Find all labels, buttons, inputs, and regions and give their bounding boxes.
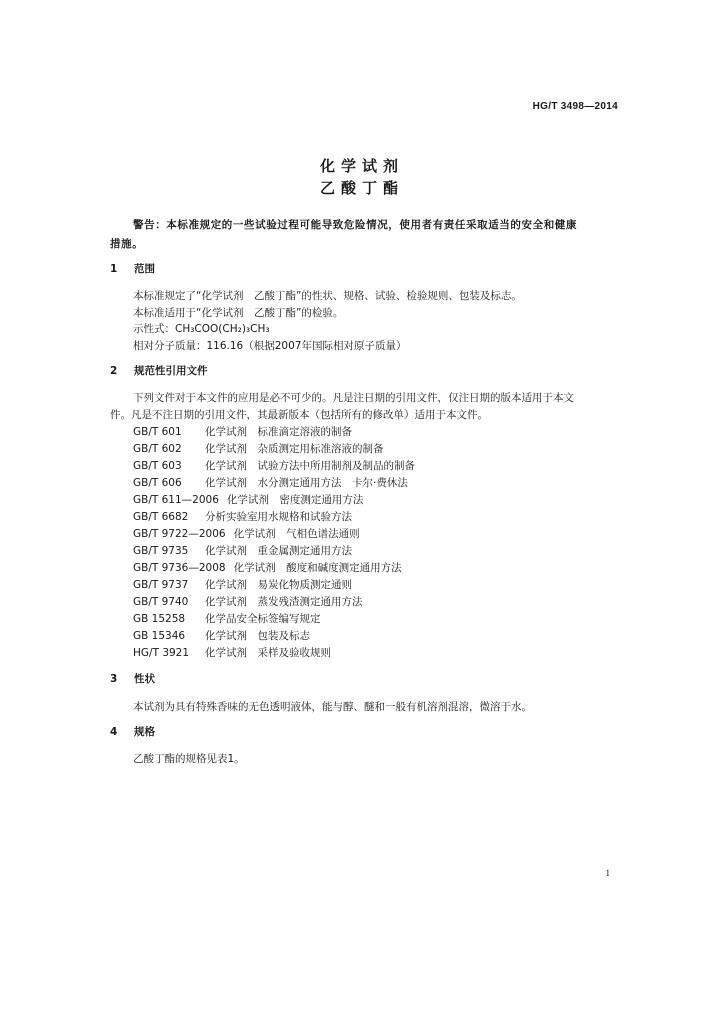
section-1-title: 范围 — [134, 263, 155, 275]
section-2-number: 2 — [110, 365, 118, 377]
reference-title: 化学试剂 采样及验收规则 — [205, 647, 331, 659]
section-2-heading — [110, 364, 208, 378]
section-1-para-4: 相对分子质量：116.16（根据2007年国际相对原子质量） — [133, 340, 407, 352]
section-3-number: 3 — [110, 673, 118, 685]
reference-title: 化学试剂 重金属测定通用方法 — [205, 545, 352, 557]
section-3-heading — [110, 672, 155, 686]
title-line-1: 化学试剂 — [319, 157, 404, 175]
reference-code: GB/T 602 — [133, 443, 182, 455]
reference-code: GB/T 6682 — [133, 511, 189, 523]
page-number: 1 — [605, 868, 610, 878]
section-1-para-3: 示性式：CH₃COO(CH₂)₃CH₃ — [133, 323, 270, 335]
reference-code: GB/T 9740 — [133, 596, 189, 608]
section-1-para-2: 本标准适用于“化学试剂 乙酸丁酯”的检验。 — [133, 307, 344, 319]
reference-code: GB/T 9736—2008 — [133, 562, 226, 574]
reference-item — [133, 561, 402, 575]
section-1-heading — [110, 262, 155, 276]
section-3-para-1: 本试剂为具有特殊香味的无色透明液体，能与醇、醚和一般有机溶剂混溶，微溶于水。 — [133, 701, 532, 713]
reference-title: 分析实验室用水规格和试验方法 — [205, 511, 352, 523]
reference-item — [133, 425, 352, 439]
reference-title: 化学试剂 标准滴定溶液的制备 — [205, 426, 352, 438]
reference-code: GB/T 9722—2006 — [133, 528, 226, 540]
reference-title: 化学试剂 密度测定通用方法 — [226, 494, 364, 506]
section-1-number: 1 — [110, 263, 118, 275]
reference-item — [133, 595, 363, 609]
reference-item — [133, 612, 321, 626]
reference-title: 化学试剂 包装及标志 — [205, 630, 310, 642]
section-1-para-1: 本标准规定了“化学试剂 乙酸丁酯”的性状、规格、试验、检验规则、包装及标志。 — [133, 290, 522, 302]
reference-code: GB/T 9735 — [133, 545, 189, 557]
section-4-heading — [110, 725, 155, 739]
reference-code: GB 15258 — [133, 613, 186, 625]
reference-title: 化学试剂 试验方法中所用制剂及制品的制备 — [205, 460, 415, 472]
reference-title: 化学品安全标签编写规定 — [205, 613, 321, 625]
reference-code: HG/T 3921 — [133, 647, 190, 659]
reference-item — [133, 544, 352, 558]
title-line-2: 乙酸丁酯 — [319, 179, 404, 197]
reference-code: GB/T 611—2006 — [133, 494, 219, 506]
reference-code: GB/T 601 — [133, 426, 182, 438]
reference-title: 化学试剂 蒸发残渣测定通用方法 — [205, 596, 363, 608]
reference-item — [133, 578, 352, 592]
reference-title: 化学试剂 水分测定通用方法 卡尔·费休法 — [205, 477, 408, 489]
section-2-title: 规范性引用文件 — [134, 365, 208, 377]
section-4-para-1: 乙酸丁酯的规格见表1。 — [133, 753, 245, 765]
reference-title: 化学试剂 易炭化物质测定通则 — [205, 579, 352, 591]
reference-item — [133, 442, 384, 456]
reference-item — [133, 459, 415, 473]
warning-line-2: 措施。 — [110, 238, 144, 250]
reference-item — [133, 527, 360, 541]
reference-code: GB/T 9737 — [133, 579, 189, 591]
section-4-title: 规格 — [134, 726, 155, 738]
reference-item — [133, 493, 363, 507]
reference-item — [133, 510, 352, 524]
reference-title: 化学试剂 杂质测定用标准溶液的制备 — [205, 443, 384, 455]
reference-item — [133, 646, 331, 660]
reference-title: 化学试剂 酸度和碱度测定通用方法 — [233, 562, 402, 574]
section-4-number: 4 — [110, 726, 118, 738]
section-2-intro-2: 件。凡是不注日期的引用文件，其最新版本（包括所有的修改单）适用于本文件。 — [110, 409, 488, 421]
reference-title: 化学试剂 气相色谱法通则 — [233, 528, 360, 540]
reference-code: GB/T 603 — [133, 460, 182, 472]
warning-line-1: 警告：本标准规定的一些试验过程可能导致危险情况，使用者有责任采取适当的安全和健康 — [133, 219, 577, 231]
reference-code: GB 15346 — [133, 630, 186, 642]
section-2-intro-1: 下列文件对于本文件的应用是必不可少的。凡是注日期的引用文件，仅注日期的版本适用于本文 — [133, 392, 574, 404]
reference-item — [133, 476, 408, 490]
reference-code: GB/T 606 — [133, 477, 182, 489]
reference-item — [133, 629, 310, 643]
standard-code: HG/T 3498—2014 — [532, 101, 618, 112]
section-3-title: 性状 — [134, 673, 155, 685]
